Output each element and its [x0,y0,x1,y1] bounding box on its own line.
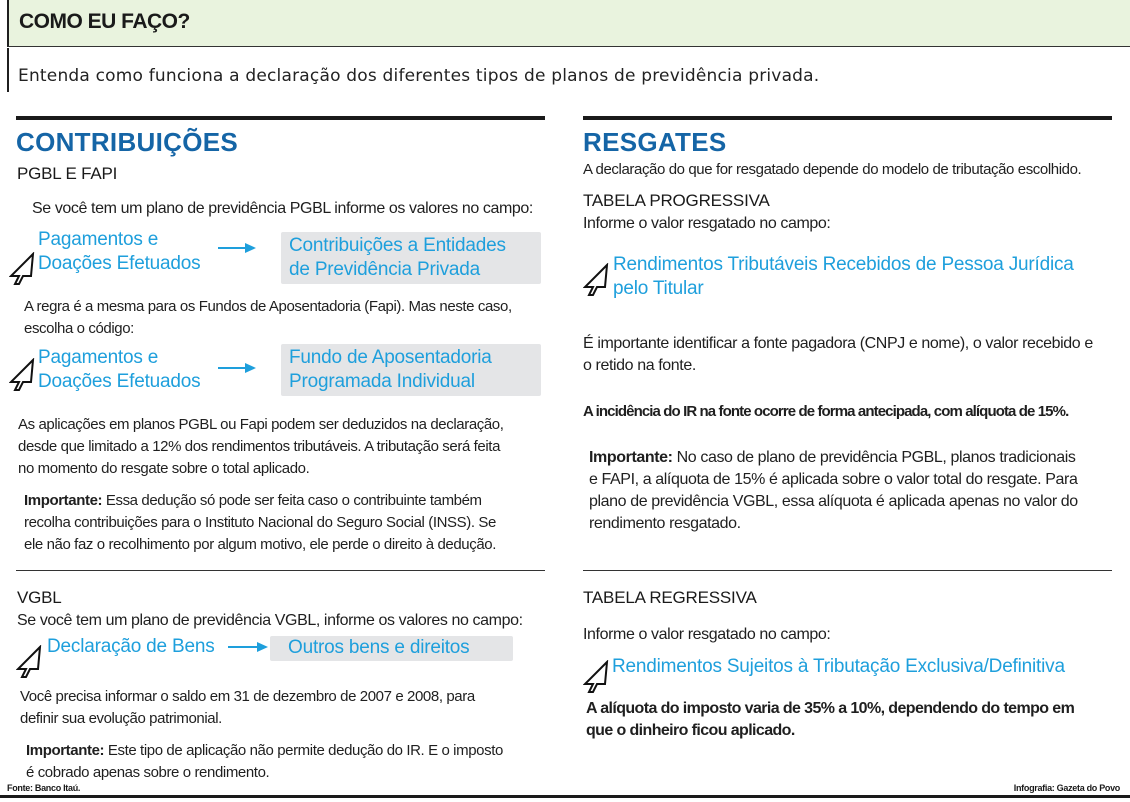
divider [583,570,1112,571]
pgbl-important-line3: ele não faz o recolhimento por algum motivo, ele perde o direito à dedução. [24,536,496,553]
bottom-rule [0,795,1130,798]
arrow-right-icon [218,242,256,254]
field-from-line1: Pagamentos e [38,347,159,368]
vgbl-important-line1 [26,740,503,761]
field-from-line1: Pagamentos e [38,229,159,250]
mouse-pointer-icon [9,252,35,286]
important-text: Este tipo de aplicação não permite dedução do IR. E o imposto [104,742,503,759]
field-target-outros-bens [270,636,513,661]
fapi-note-line2: escolha o código: [24,320,134,337]
source-credit: Fonte: Banco Itaú. [7,783,81,793]
field-rendimentos-pj-line2: pelo Titular [613,278,704,299]
important-label: Importante: [589,449,673,466]
field-target-contribuicoes-entidades [281,232,541,284]
progressiva-important-line4: rendimento resgatado. [589,515,741,532]
field-rendimentos-pj-line1: Rendimentos Tributáveis Recebidos de Pessoa Jurídica [613,254,1074,275]
page-subtitle: Entenda como funciona a declaração dos diferentes tipos de planos de previdência privada. [18,66,820,86]
section-divider-resgates [583,116,1112,120]
incidence-note: A incidência do IR na fonte ocorre de forma antecipada, com alíquota de 15%. [583,403,1069,420]
deduction-line1: As aplicações em planos PGBL ou Fapi podem ser deduzidos na declaração, [18,416,504,433]
important-label: Importante: [26,742,105,759]
vgbl-intro: Se você tem um plano de previdência VGBL, informe os valores no campo: [17,612,523,629]
section-title-contribuicoes: CONTRIBUIÇÕES [16,127,239,157]
deduction-line2: desde que limitado a 12% dos rendimentos tributáveis. A tributação será feita [18,438,501,455]
pgbl-important-line1 [24,490,482,511]
field-rendimentos-exclusiva: Rendimentos Sujeitos à Tributação Exclusiva/Definitiva [612,656,1065,677]
mouse-pointer-icon [9,358,35,392]
progressiva-important-line2: e FAPI, a alíquota de 15% é aplicada sobre o valor total do resgate. Para [589,471,1078,488]
field-target-fapi [281,344,541,396]
regressiva-rate-line1: A alíquota do imposto varia de 35% a 10%, dependendo do tempo em [586,700,1075,717]
pgbl-important-line2: recolha contribuições para o Instituto Nacional do Seguro Social (INSS). Se [24,514,496,531]
important-text: Essa dedução só pode ser feita caso o contribuinte também [102,492,482,509]
regressiva-rate-line2: que o dinheiro ficou aplicado. [586,722,795,739]
identify-line2: o retido na fonte. [583,357,696,374]
divider [16,570,545,571]
field-to-line2: Programada Individual [289,371,475,392]
mouse-pointer-icon [583,660,609,694]
arrow-right-icon [228,641,268,653]
section-title-resgates: RESGATES [583,127,727,157]
field-to-line1: Contribuições a Entidades [289,235,506,256]
progressiva-intro: Informe o valor resgatado no campo: [583,215,831,232]
pgbl-intro: Se você tem um plano de previdência PGBL informe os valores no campo: [32,200,533,217]
vgbl-balance-line2: definir sua evolução patrimonial. [20,710,222,727]
infographic-credit: Infografia: Gazeta do Povo [1013,783,1120,793]
subheading-tabela-progressiva: TABELA PROGRESSIVA [583,191,770,210]
subheading-tabela-regressiva: TABELA REGRESSIVA [583,588,757,607]
subheading-pgbl-fapi: PGBL E FAPI [17,164,118,183]
arrow-right-icon [218,362,256,374]
vgbl-balance-line1: Você precisa informar o saldo em 31 de dezembro de 2007 e 2008, para [20,688,475,705]
field-from-declaracao-bens: Declaração de Bens [47,636,215,657]
field-from-line2: Doações Efetuados [38,371,201,392]
field-to-line2: de Previdência Privada [289,259,480,280]
field-to-line1: Fundo de Aposentadoria [289,347,492,368]
progressiva-important-line3: plano de previdência VGBL, essa alíquota é aplicada apenas no valor do [589,493,1078,510]
mouse-pointer-icon [16,645,42,679]
section-divider-contribuicoes [16,116,545,120]
subheading-vgbl: VGBL [17,588,62,607]
subtitle-accent-bar [7,48,9,92]
mouse-pointer-icon [583,263,609,297]
important-label: Importante: [24,492,103,509]
vgbl-important-line2: é cobrado apenas sobre o rendimento. [26,764,270,781]
field-from-line2: Doações Efetuados [38,253,201,274]
important-text: No caso de plano de previdência PGBL, planos tradicionais [672,449,1076,466]
progressiva-important-line1 [589,447,1075,468]
header-bar [7,0,1130,47]
field-to: Outros bens e direitos [288,637,470,658]
deduction-line3: no momento do resgate sobre o total aplicado. [18,460,310,477]
regressiva-intro: Informe o valor resgatado no campo: [583,626,831,643]
resgates-intro: A declaração do que for resgatado depende do modelo de tributação escolhido. [583,161,1082,178]
page-title: COMO EU FAÇO? [19,10,190,33]
identify-line1: É importante identificar a fonte pagadora (CNPJ e nome), o valor recebido e [583,335,1093,352]
fapi-note-line1: A regra é a mesma para os Fundos de Aposentadoria (Fapi). Mas neste caso, [24,298,512,315]
